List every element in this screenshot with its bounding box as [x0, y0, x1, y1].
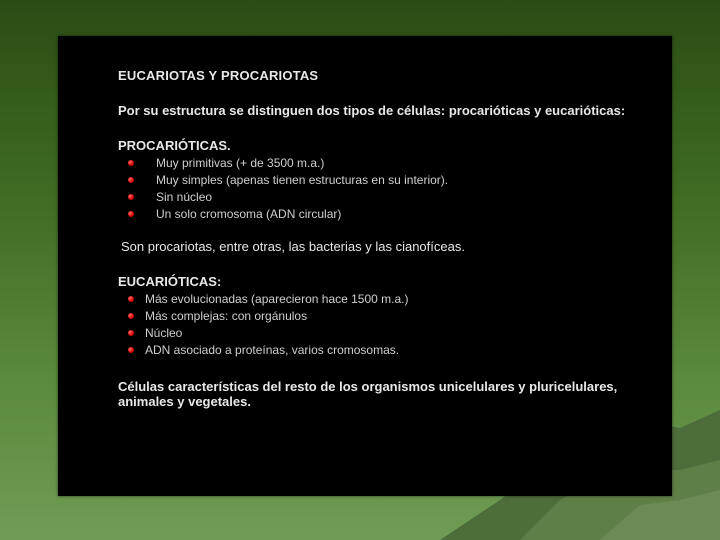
red-dot-bullet-icon: [128, 313, 134, 319]
eucarioticas-heading: EUCARIÓTICAS:: [118, 274, 222, 289]
procarioticas-list: [118, 155, 658, 223]
procariotas-note: Son procariotas, entre otras, las bacterias y las cianofíceas.: [121, 239, 465, 254]
red-dot-bullet-icon: [128, 194, 134, 200]
list-item: Más evolucionadas (aparecieron hace 1500 m.a.): [118, 291, 658, 308]
red-dot-bullet-icon: [128, 211, 134, 217]
red-dot-bullet-icon: [128, 177, 134, 183]
list-item: Muy simples (apenas tienen estructuras en su interior).: [118, 172, 658, 189]
list-item: Sin núcleo: [118, 189, 658, 206]
closing-text: Células características del resto de los organismos unicelulares y pluricelulares, animales y vegetales.: [118, 379, 618, 409]
red-dot-bullet-icon: [128, 347, 134, 353]
eucarioticas-list: [118, 291, 658, 359]
list-item: Más complejas: con orgánulos: [118, 308, 658, 325]
list-item: Muy primitivas (+ de 3500 m.a.): [118, 155, 658, 172]
red-dot-bullet-icon: [128, 160, 134, 166]
slide-title: EUCARIOTAS Y PROCARIOTAS: [118, 68, 319, 83]
red-dot-bullet-icon: [128, 330, 134, 336]
list-item: Núcleo: [118, 325, 658, 342]
red-dot-bullet-icon: [128, 296, 134, 302]
slide-panel: [58, 36, 672, 496]
slide-content: [118, 68, 658, 409]
procarioticas-heading: PROCARIÓTICAS.: [118, 138, 231, 153]
list-item: Un solo cromosoma (ADN circular): [118, 206, 658, 223]
intro-text: Por su estructura se distinguen dos tipos de células: procarióticas y eucarióticas:: [118, 103, 626, 118]
list-item: ADN asociado a proteínas, varios cromosomas.: [118, 342, 658, 359]
